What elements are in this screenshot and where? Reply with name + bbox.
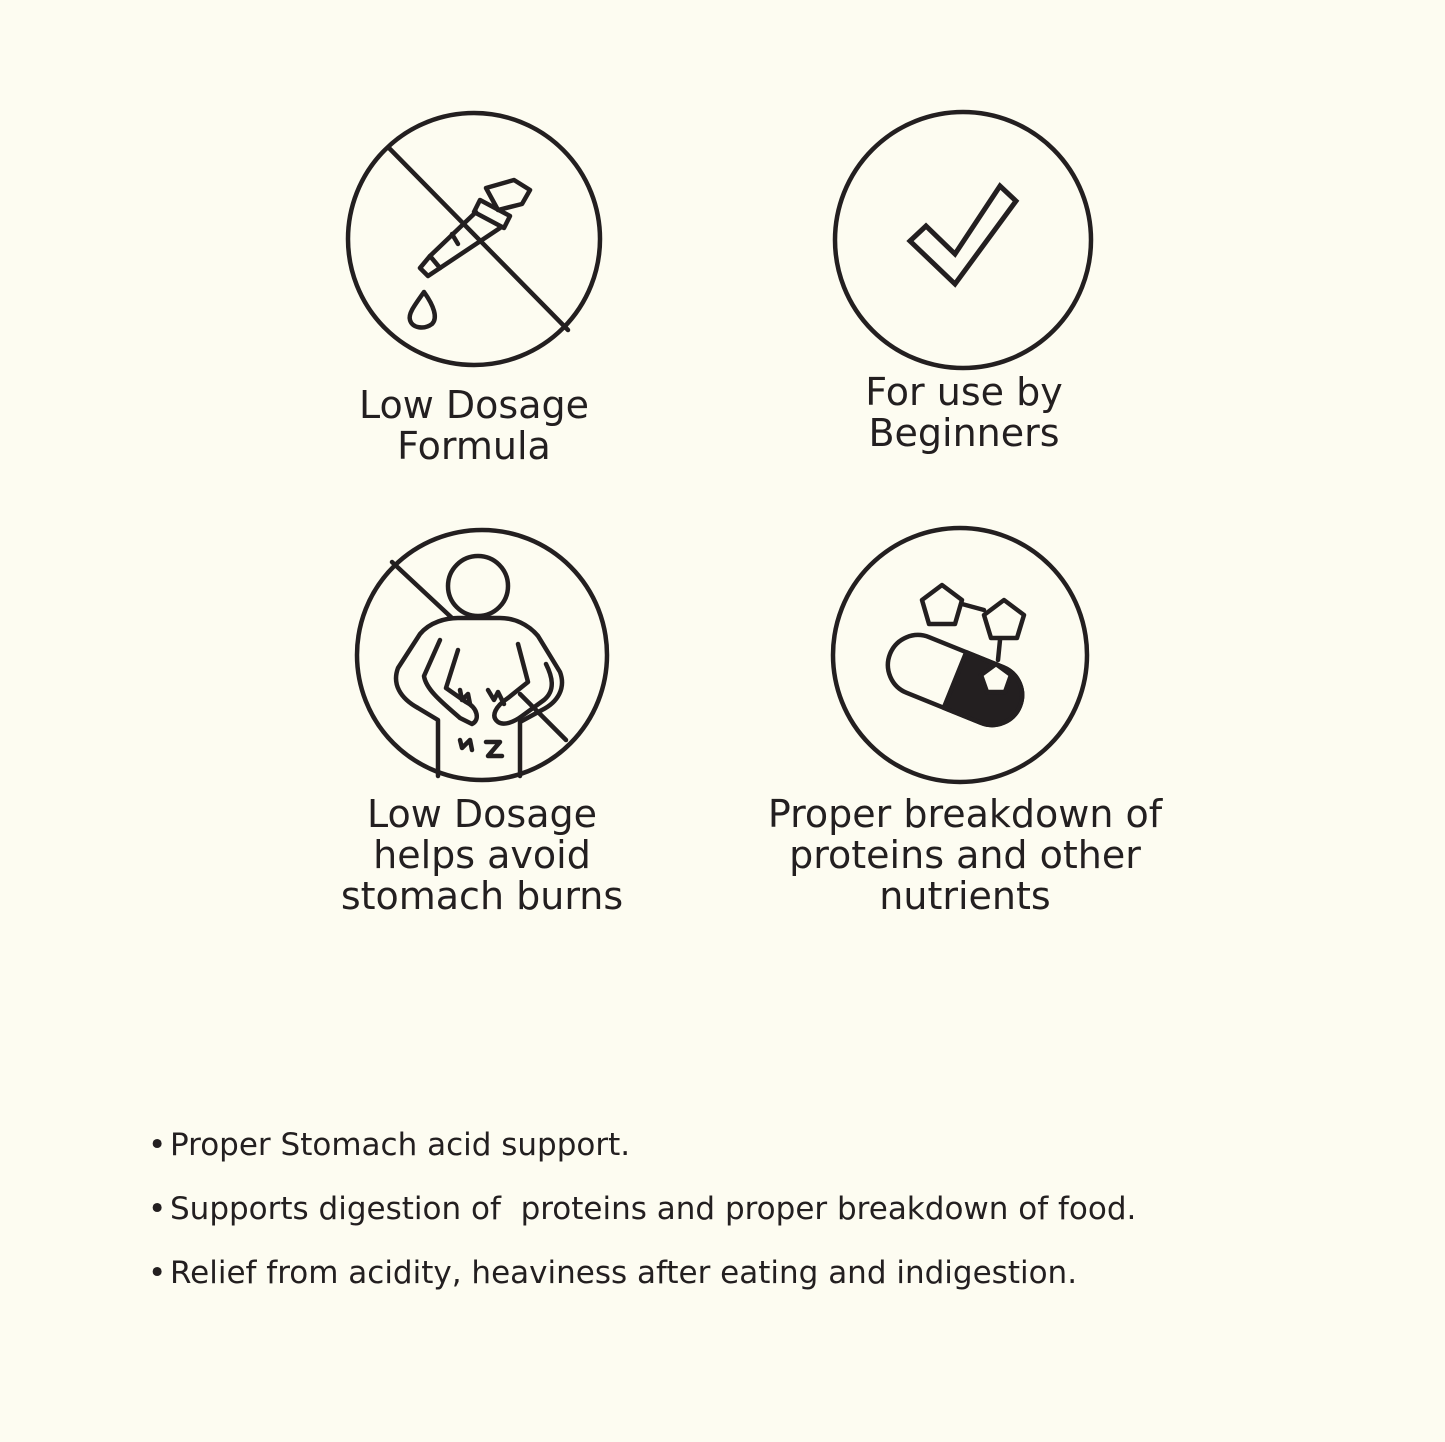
list-item [148,1122,1136,1186]
caption-line: helps avoid [373,833,591,877]
caption-line: proteins and other [789,833,1141,877]
checkmark-icon [830,108,1096,374]
bullet-marker: • [148,1127,167,1163]
capsule-molecule-icon [828,524,1094,790]
feature-caption-low-dosage-formula [314,385,634,467]
caption-line: Low Dosage [358,383,589,427]
feature-caption-beginners [804,372,1124,454]
list-item-text: Supports digestion of proteins and proper breakdown of food. [170,1191,1137,1227]
bullet-marker: • [148,1191,167,1227]
caption-line: stomach burns [340,874,624,918]
bullet-marker: • [148,1255,167,1291]
caption-line: Proper breakdown of [767,792,1163,836]
list-item-text: Relief from acidity, heaviness after eating and indigestion. [170,1255,1078,1291]
caption-line: Formula [397,424,551,468]
list-item [148,1186,1136,1250]
feature-caption-stomach-burns [297,794,667,917]
stomach-pain-crossed-icon [352,525,614,787]
caption-line: Low Dosage [366,792,597,836]
feature-caption-protein-breakdown [710,794,1220,917]
list-item-text: Proper Stomach acid support. [170,1127,631,1163]
caption-line: nutrients [879,874,1051,918]
dropper-crossed-icon [345,140,605,370]
benefits-list [148,1122,1136,1314]
list-item [148,1250,1136,1314]
caption-line: Beginners [868,411,1060,455]
caption-line: For use by [865,370,1063,414]
